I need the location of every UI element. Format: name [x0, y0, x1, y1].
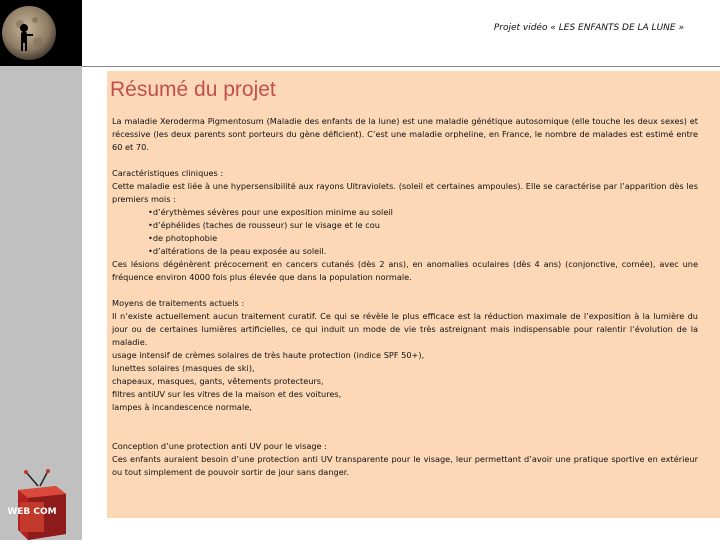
treatment-heading: Moyens de traitements actuels : — [112, 298, 245, 308]
clinical-bullet: •d’éphélides (taches de rousseur) sur le visage et le cou — [148, 220, 380, 230]
header-title: Projet vidéo « LES ENFANTS DE LA LUNE » — [493, 23, 684, 33]
page-title: Résumé du projet — [110, 78, 276, 101]
clinical-bullet: •d’altérations de la peau exposée au soleil. — [148, 246, 327, 256]
clinical-after: Ces lésions dégénèrent précocement en cancers cutanés (dès 2 ans), en anomalies oculaires (dès 4 ans) (conjonctive, cornée), avec une fréquence environ 4000 fois plus élevée que dans la population normale. — [112, 259, 698, 282]
left-sidebar — [0, 0, 82, 540]
treatment-line: filtres antiUV sur les vitres de la maison et des voitures, — [112, 389, 342, 399]
clinical-text: Cette maladie est liée à une hypersensibilité aux rayons Ultraviolets. (soleil et certaines ampoules). Elle se caractérise par l’apparition dès les premiers mois : — [112, 181, 698, 204]
treatment-line: usage intensif de crèmes solaires de très haute protection (indice SPF 50+), — [112, 350, 425, 360]
logo-text: WEB COM — [7, 507, 57, 517]
clinical-bullet: •de photophobie — [148, 233, 218, 243]
treatment-text: Il n’existe actuellement aucun traitement curatif. Ce qui se révèle le plus efficace est la réduction maximale de l’exposition à la lumière du jour ou de certaines lumières artificielles, ce qui induit un mode de vie très astreignant mais indispensable pour ralentir l’évolution de la maladie. — [112, 311, 698, 347]
protection-heading: Conception d’une protection anti UV pour le visage : — [112, 441, 327, 451]
header-divider — [82, 66, 720, 67]
moon-logo — [0, 0, 82, 66]
content-body — [112, 115, 698, 479]
treatment-line: lampes à incandescence normale, — [112, 402, 252, 412]
clinical-bullet: •d’érythèmes sévères pour une exposition minime au soleil — [148, 207, 393, 217]
treatment-line: lunettes solaires (masques de ski), — [112, 363, 255, 373]
treatment-line: chapeaux, masques, gants, vêtements protecteurs, — [112, 376, 324, 386]
clinical-heading: Caractéristiques cliniques : — [112, 168, 224, 178]
webcom-logo — [4, 468, 78, 540]
intro-paragraph: La maladie Xeroderma Pigmentosum (Maladie des enfants de la lune) est une maladie génétique autosomique (elle touche les deux sexes) et récessive (les deux parents sont porteurs du gène déficient). C’est une maladie orpheline, en France, le nombre de malades est estimé entre 60 et 70. — [112, 116, 698, 152]
protection-text: Ces enfants auraient besoin d’une protection anti UV transparente pour le visage, leur permettant d’avoir une pratique sportive en extérieur ou tout simplement de pouvoir sortir de jour sans danger. — [112, 454, 698, 477]
